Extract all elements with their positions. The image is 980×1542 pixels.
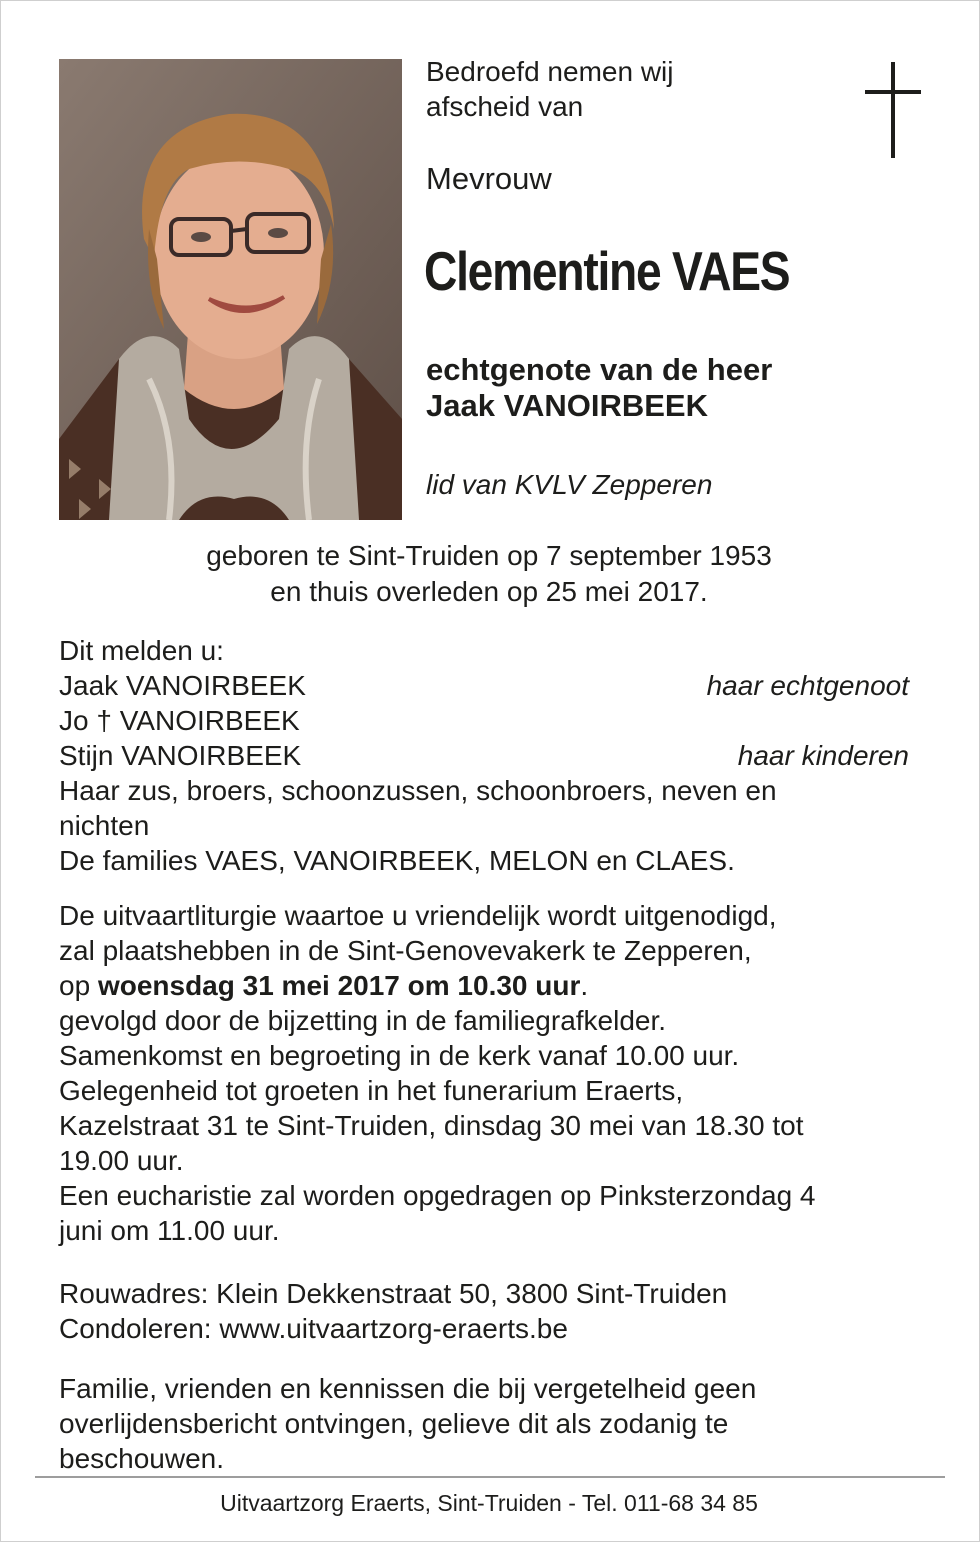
notice-line: Familie, vrienden en kennissen die bij vergetelheid geen xyxy=(59,1373,757,1404)
family-relation: haar kinderen xyxy=(737,740,909,771)
funeral-line: Kazelstraat 31 te Sint-Truiden, dinsdag 30 mei van 18.30 tot xyxy=(59,1110,804,1141)
honorific: Mevrouw xyxy=(426,161,552,196)
funeral-line: juni om 11.00 uur. xyxy=(59,1215,280,1246)
intro-line: Bedroefd nemen wij xyxy=(426,56,674,87)
family-relation: haar echtgenoot xyxy=(706,670,909,701)
family-row xyxy=(59,703,919,738)
portrait-illustration xyxy=(59,59,402,520)
funeral-date-line xyxy=(59,968,919,1003)
family-row xyxy=(59,738,919,773)
spouse-name: Jaak VANOIRBEEK xyxy=(426,388,708,423)
spouse-info xyxy=(426,352,946,424)
notice xyxy=(59,1371,919,1476)
family-name: Jaak VANOIRBEEK xyxy=(59,670,306,701)
life-dates xyxy=(0,538,978,610)
funeral-line: zal plaatshebben in de Sint-Genovevakerk te Zepperen, xyxy=(59,935,752,966)
extended-family: nichten xyxy=(59,810,150,841)
funeral-date-suffix: . xyxy=(580,970,589,1001)
condolence-website: Condoleren: www.uitvaartzorg-eraerts.be xyxy=(59,1313,568,1344)
intro-line: afscheid van xyxy=(426,91,584,122)
funeral-date: woensdag 31 mei 2017 om 10.30 uur xyxy=(97,970,581,1001)
birth-line: geboren te Sint-Truiden op 7 september 1953 xyxy=(206,540,772,571)
funeral-line: gevolgd door de bijzetting in de familiegrafkelder. xyxy=(59,1005,667,1036)
deceased-name: Clementine VAES xyxy=(424,240,790,302)
notice-line: overlijdensbericht ontvingen, gelieve dit als zodanig te xyxy=(59,1408,729,1439)
mourning-address: Rouwadres: Klein Dekkenstraat 50, 3800 Sint-Truiden xyxy=(59,1278,728,1309)
funeral-line: De uitvaartliturgie waartoe u vriendelijk wordt uitgenodigd, xyxy=(59,900,777,931)
family-name: Stijn VANOIRBEEK xyxy=(59,740,302,771)
latin-cross-icon xyxy=(863,62,923,158)
extended-family: Haar zus, broers, schoonzussen, schoonbroers, neven en xyxy=(59,775,777,806)
membership: lid van KVLV Zepperen xyxy=(426,469,713,500)
funeral-line: Een eucharistie zal worden opgedragen op Pinksterzondag 4 xyxy=(59,1180,816,1211)
announcement xyxy=(59,633,919,878)
contact-info xyxy=(59,1276,919,1346)
spouse-line: echtgenote van de heer xyxy=(426,352,773,387)
notice-line: beschouwen. xyxy=(59,1443,225,1474)
divider xyxy=(35,1476,945,1478)
funeral-date-prefix: op xyxy=(59,970,98,1001)
family-row xyxy=(59,668,919,703)
announcement-intro: Dit melden u: xyxy=(59,635,224,666)
footer-text: Uitvaartzorg Eraerts, Sint-Truiden - Tel. 011-68 34 85 xyxy=(220,1490,758,1516)
death-line: en thuis overleden op 25 mei 2017. xyxy=(270,576,708,607)
families-line: De families VAES, VANOIRBEEK, MELON en CLAES. xyxy=(59,845,735,876)
funeral-details xyxy=(59,898,919,1248)
family-name: Jo † VANOIRBEEK xyxy=(59,705,300,736)
funeral-line: Gelegenheid tot groeten in het funerarium Eraerts, xyxy=(59,1075,684,1106)
funeral-line: 19.00 uur. xyxy=(59,1145,184,1176)
intro-text xyxy=(426,54,846,124)
portrait-photo xyxy=(59,59,402,520)
funeral-line: Samenkomst en begroeting in de kerk vanaf 10.00 uur. xyxy=(59,1040,740,1071)
